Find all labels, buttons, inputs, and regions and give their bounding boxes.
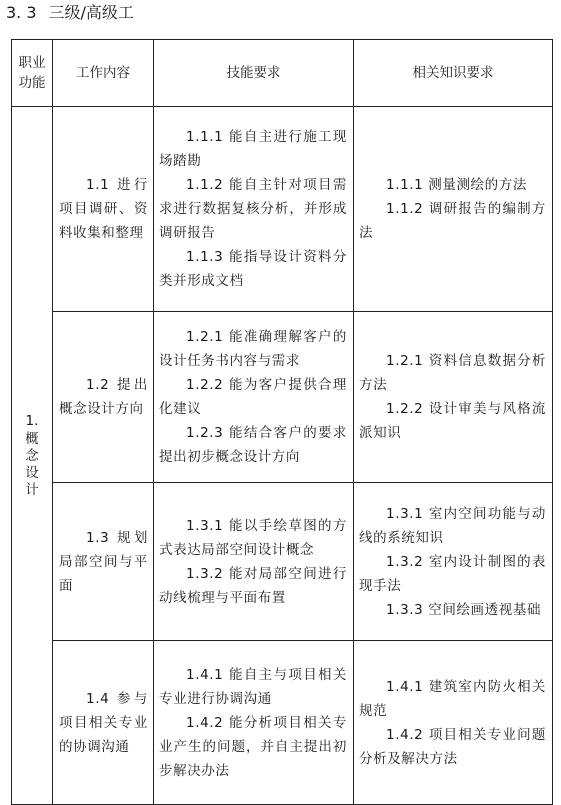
knowledge-item: 1.1.1 测量测绘的方法 xyxy=(386,177,527,193)
section-number: 3. 3 xyxy=(6,3,37,22)
skill-item: 1.2.3 能结合客户的要求提出初步概念设计方向 xyxy=(159,425,347,465)
work-content-cell xyxy=(53,483,154,641)
work-content-text: 1.3 规划局部空间与平面 xyxy=(59,529,148,594)
skill-item: 1.4.2 能分析项目相关专业产生的问题，并自主提出初步解决办法 xyxy=(159,714,347,779)
knowledge-item: 1.2.2 设计审美与风格流派知识 xyxy=(359,401,546,441)
skill-item: 1.1.2 能自主针对项目需求进行数据复核分析，并形成调研报告 xyxy=(159,177,347,241)
knowledge-cell xyxy=(354,483,553,641)
section-title: 三级/高级工 xyxy=(48,3,134,22)
work-content-cell xyxy=(53,107,154,312)
knowledge-item: 1.4.1 建筑室内防火相关规范 xyxy=(359,678,546,719)
function-name: 概念设计 xyxy=(25,430,39,498)
skill-item: 1.3.1 能以手绘草图的方式表达局部空间设计概念 xyxy=(159,517,347,558)
work-content-cell xyxy=(53,641,154,805)
function-cell xyxy=(12,107,53,805)
skills-cell xyxy=(154,312,354,483)
skill-item: 1.1.1 能自主进行施工现场踏勘 xyxy=(159,129,347,169)
table-row xyxy=(12,312,553,483)
work-content-text: 1.2 提出概念设计方向 xyxy=(59,377,148,417)
knowledge-item: 1.3.1 室内空间功能与动线的系统知识 xyxy=(359,505,546,546)
header-knowledge: 相关知识要求 xyxy=(354,40,553,107)
skills-cell xyxy=(154,641,354,805)
section-heading xyxy=(6,2,134,24)
table-row xyxy=(12,107,553,312)
work-content-text: 1.4 参与项目相关专业的协调沟通 xyxy=(59,690,148,755)
skill-item: 1.4.1 能自主与项目相关专业进行协调沟通 xyxy=(159,666,347,707)
skills-cell xyxy=(154,107,354,312)
skill-item: 1.2.2 能为客户提供合理化建议 xyxy=(159,377,347,417)
skill-item: 1.3.2 能对局部空间进行动线梳理与平面布置 xyxy=(159,565,347,606)
knowledge-item: 1.4.2 项目相关专业问题分析及解决方法 xyxy=(359,726,546,767)
standard-table xyxy=(11,39,553,805)
table-header-row xyxy=(12,40,553,107)
table-row xyxy=(12,641,553,805)
knowledge-item: 1.2.1 资料信息数据分析方法 xyxy=(359,353,546,393)
knowledge-cell xyxy=(354,312,553,483)
work-content-text: 1.1 进行项目调研、资料收集和整理 xyxy=(59,177,148,241)
table-row xyxy=(12,483,553,641)
skill-item: 1.1.3 能指导设计资料分类并形成文档 xyxy=(159,249,347,289)
skills-cell xyxy=(154,483,354,641)
knowledge-item: 1.3.2 室内设计制图的表现手法 xyxy=(359,553,546,594)
skill-item: 1.2.1 能准确理解客户的设计任务书内容与需求 xyxy=(159,329,347,369)
header-function: 职业功能 xyxy=(12,40,53,107)
header-skills: 技能要求 xyxy=(154,40,354,107)
knowledge-item: 1.3.3 空间绘画透视基础 xyxy=(386,601,542,618)
work-content-cell xyxy=(53,312,154,483)
header-work-content: 工作内容 xyxy=(53,40,154,107)
knowledge-cell xyxy=(354,641,553,805)
knowledge-cell xyxy=(354,107,553,312)
knowledge-item: 1.1.2 调研报告的编制方法 xyxy=(359,201,546,241)
function-number: 1. xyxy=(25,412,39,429)
